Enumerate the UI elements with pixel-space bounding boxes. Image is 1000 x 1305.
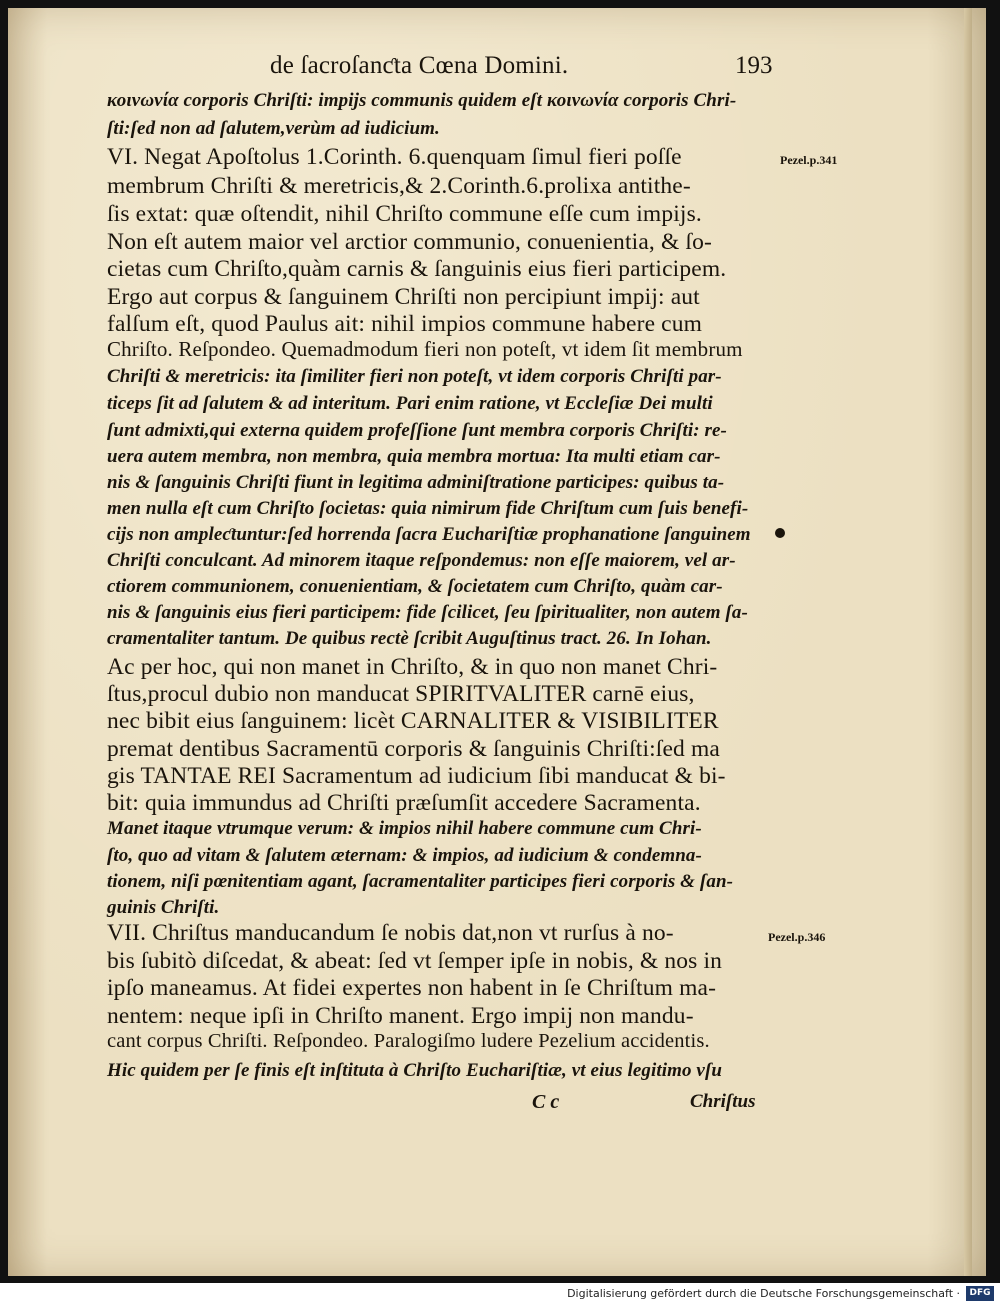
page-edge [964, 8, 972, 1276]
text-line: guinis Chriſti. [107, 897, 220, 918]
text-line: gis TANTAE REI Sacramentum ad iudicium ſibi manducat & bi- [107, 763, 726, 789]
text-line: men nulla eſt cum Chriſto ſocietas: quia nimirum fide Chriſtum cum ſuis benefi- [107, 498, 749, 519]
text-line: VII. Chriſtus manducandum ſe nobis dat,non vt rurſus à no- [107, 920, 674, 946]
text-line: nis & ſanguinis Chriſti fiunt in legitima adminiſtratione participes: quibus ta- [107, 472, 725, 493]
text-line: ctiorem communionem, conuenientiam, & ſocietatem cum Chriſto, quàm car- [107, 576, 723, 597]
text-line: nentem: neque ipſi in Chriſto manent. Ergo impij non mandu- [107, 1003, 694, 1029]
text-line: cietas cum Chriſto,quàm carnis & ſanguinis eius fieri participem. [107, 256, 727, 282]
text-line: membrum Chriſti & meretricis,& 2.Corinth.6.prolixa antithe- [107, 173, 691, 199]
text-line: ſtus,procul dubio non manducat SPIRITVALITER carnē eius, [107, 681, 695, 707]
margin-mark-icon [775, 528, 785, 538]
text-line: ſis extat: quæ oſtendit, nihil Chriſto commune eſſe cum impijs. [107, 201, 702, 227]
text-line: ſto, quo ad vitam & ſalutem æternam: & impios, ad iudicium & condemna- [107, 845, 702, 866]
text-line: Chriſti & meretricis: ita ſimiliter fieri non poteſt, vt idem corporis Chriſti par- [107, 366, 722, 387]
text-line: bis ſubitò diſcedat, & abeat: ſed vt ſemper ipſe in nobis, & nos in [107, 948, 723, 974]
margin-note: Pezel.p.346 [768, 930, 826, 944]
text-line: ſunt admixti,qui externa quidem profeſſione ſunt membra corporis Chriſti: re- [107, 420, 727, 441]
page-number: 193 [735, 52, 773, 79]
text-line: tionem, niſi pœnitentiam agant, ſacramentaliter participes fieri corporis & ſan- [107, 871, 734, 892]
text-line: VI. Negat Apoſtolus 1.Corinth. 6.quenquam ſimul fieri poſſe [107, 144, 682, 170]
text-line: Ac per hoc, qui non manet in Chriſto, & in quo non manet Chri- [107, 654, 718, 680]
signature-mark: C c [532, 1091, 560, 1113]
text-line: bit: quia immundus ad Chriſti præſumſit accedere Sacramenta. [107, 790, 701, 816]
text-line: ſti:ſed non ad ſalutem,verùm ad iudicium. [107, 118, 440, 139]
dfg-logo: DFG [966, 1286, 994, 1301]
catchword: Chriſtus [690, 1091, 756, 1112]
text-line: Non eſt autem maior vel arctior communio, conuenientia, & ſo- [107, 229, 712, 255]
text-line: nec bibit eius ſanguinem: licèt CARNALITER & VISIBILITER [107, 708, 719, 734]
running-head: de ſacroſanƈta Cœna Domini. [270, 52, 569, 79]
page-header [270, 52, 790, 88]
text-line: Chriſti conculcant. Ad minorem itaque reſpondemus: non eſſe maiorem, vel ar- [107, 550, 736, 571]
text-line: cijs non ampleƈtuntur:ſed horrenda ſacra Euchariſtiæ prophanatione ſanguinem [107, 524, 751, 545]
funding-credit: Digitalisierung gefördert durch die Deutsche Forschungsgemeinschaft · [567, 1287, 960, 1300]
text-line: premat dentibus Sacramentū corporis & ſanguinis Chriſti:ſed ma [107, 736, 720, 762]
text-line: Manet itaque vtrumque verum: & impios nihil habere commune cum Chri- [107, 818, 702, 839]
text-line: nis & ſanguinis eius fieri participem: fide ſcilicet, ſeu ſpiritualiter, non autem ſa- [107, 602, 748, 623]
text-line: κοινωνία corporis Chriſti: impijs communis quidem eſt κοινωνία corporis Chri- [107, 90, 737, 111]
text-line: Ergo aut corpus & ſanguinem Chriſti non percipiunt impij: aut [107, 284, 700, 310]
text-line: ipſo maneamus. At fidei expertes non habent in ſe Chriſtum ma- [107, 975, 717, 1001]
margin-note: Pezel.p.341 [780, 153, 838, 167]
text-line: cant corpus Chriſti. Reſpondeo. Paralogiſmo ludere Pezelium accidentis. [107, 1030, 710, 1052]
text-line: falſum eſt, quod Paulus ait: nihil impios commune habere cum [107, 311, 703, 337]
text-line: cramentaliter tantum. De quibus rectè ſcribit Auguſtinus tract. 26. In Iohan. [107, 628, 712, 649]
text-line: Hic quidem per ſe finis eſt inſtituta à Chriſto Euchariſtiæ, vt eius legitimo vſu [107, 1060, 723, 1081]
text-line: Chriſto. Reſpondeo. Quemadmodum fieri non poteſt, vt idem ſit membrum [107, 337, 743, 361]
footer-bar [0, 1283, 1000, 1305]
text-line: uera autem membra, non membra, quia membra mortua: Ita multi etiam car- [107, 446, 721, 467]
text-line: ticeps ſit ad ſalutem & ad interitum. Pari enim ratione, vt Eccleſiæ Dei multi [107, 393, 713, 414]
